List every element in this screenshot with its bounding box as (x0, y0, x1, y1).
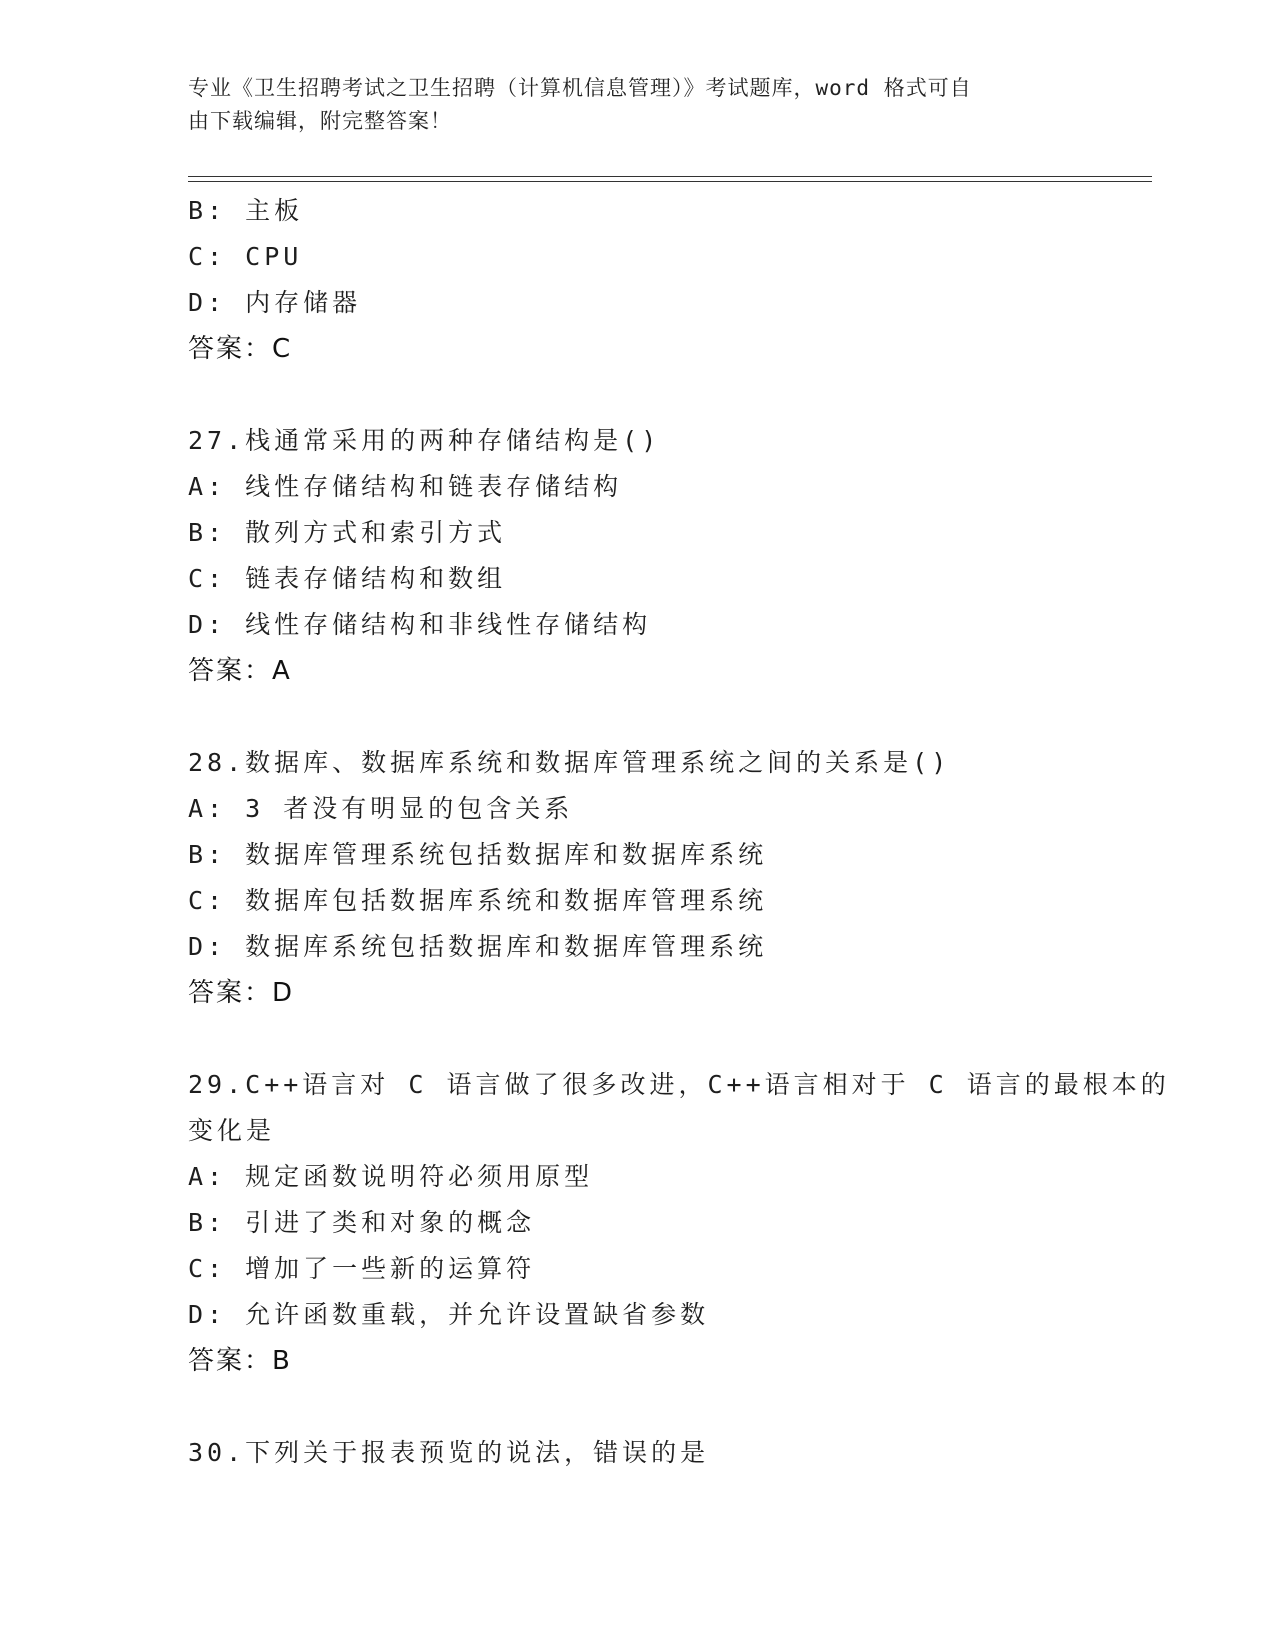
option-c: C: 链表存储结构和数组 (188, 564, 507, 593)
header-line-1: 专业《卫生招聘考试之卫生招聘（计算机信息管理）》考试题库，word 格式可自 (188, 76, 972, 100)
question-title: 30.下列关于报表预览的说法，错误的是 (188, 1438, 710, 1467)
spacer (188, 372, 1088, 418)
question-28 (188, 740, 1088, 1016)
option-c: C: 数据库包括数据库系统和数据库管理系统 (188, 886, 768, 915)
question-title-line-1: 29.C++语言对 C 语言做了很多改进，C++语言相对于 C 语言的最根本的 (188, 1070, 1170, 1099)
header-divider-bottom (188, 181, 1152, 182)
option-b: B: 数据库管理系统包括数据库和数据库系统 (188, 840, 768, 869)
spacer (188, 694, 1088, 740)
question-27 (188, 418, 1088, 694)
option-d: D: 允许函数重载，并允许设置缺省参数 (188, 1300, 710, 1329)
option-c: C: CPU (188, 242, 303, 271)
option-c: C: 增加了一些新的运算符 (188, 1254, 536, 1283)
answer-label: 答案：B (188, 1346, 292, 1376)
question-list (188, 188, 1170, 1476)
header-line-2: 由下载编辑，附完整答案！ (188, 109, 452, 133)
question-title: 28.数据库、数据库系统和数据库管理系统之间的关系是() (188, 748, 951, 777)
answer-label: 答案：D (188, 978, 295, 1008)
option-a: A: 规定函数说明符必须用原型 (188, 1162, 594, 1191)
option-b: B: 主板 (188, 196, 304, 225)
question-26-tail (188, 188, 1088, 372)
document-header (188, 72, 1068, 138)
question-30 (188, 1430, 1088, 1476)
option-a: A: 3 者没有明显的包含关系 (188, 794, 574, 823)
answer-label: 答案：A (188, 656, 292, 686)
option-a: A: 线性存储结构和链表存储结构 (188, 472, 623, 501)
option-d: D: 线性存储结构和非线性存储结构 (188, 610, 652, 639)
header-divider-top (188, 176, 1152, 177)
question-title-line-2: 变化是 (188, 1116, 276, 1145)
option-d: D: 内存储器 (188, 288, 362, 317)
option-b: B: 引进了类和对象的概念 (188, 1208, 536, 1237)
question-title: 27.栈通常采用的两种存储结构是() (188, 426, 661, 455)
option-b: B: 散列方式和索引方式 (188, 518, 507, 547)
spacer (188, 1384, 1088, 1430)
answer-label: 答案：C (188, 334, 293, 364)
spacer (188, 1016, 1088, 1062)
option-d: D: 数据库系统包括数据库和数据库管理系统 (188, 932, 768, 961)
question-29 (188, 1062, 1170, 1384)
